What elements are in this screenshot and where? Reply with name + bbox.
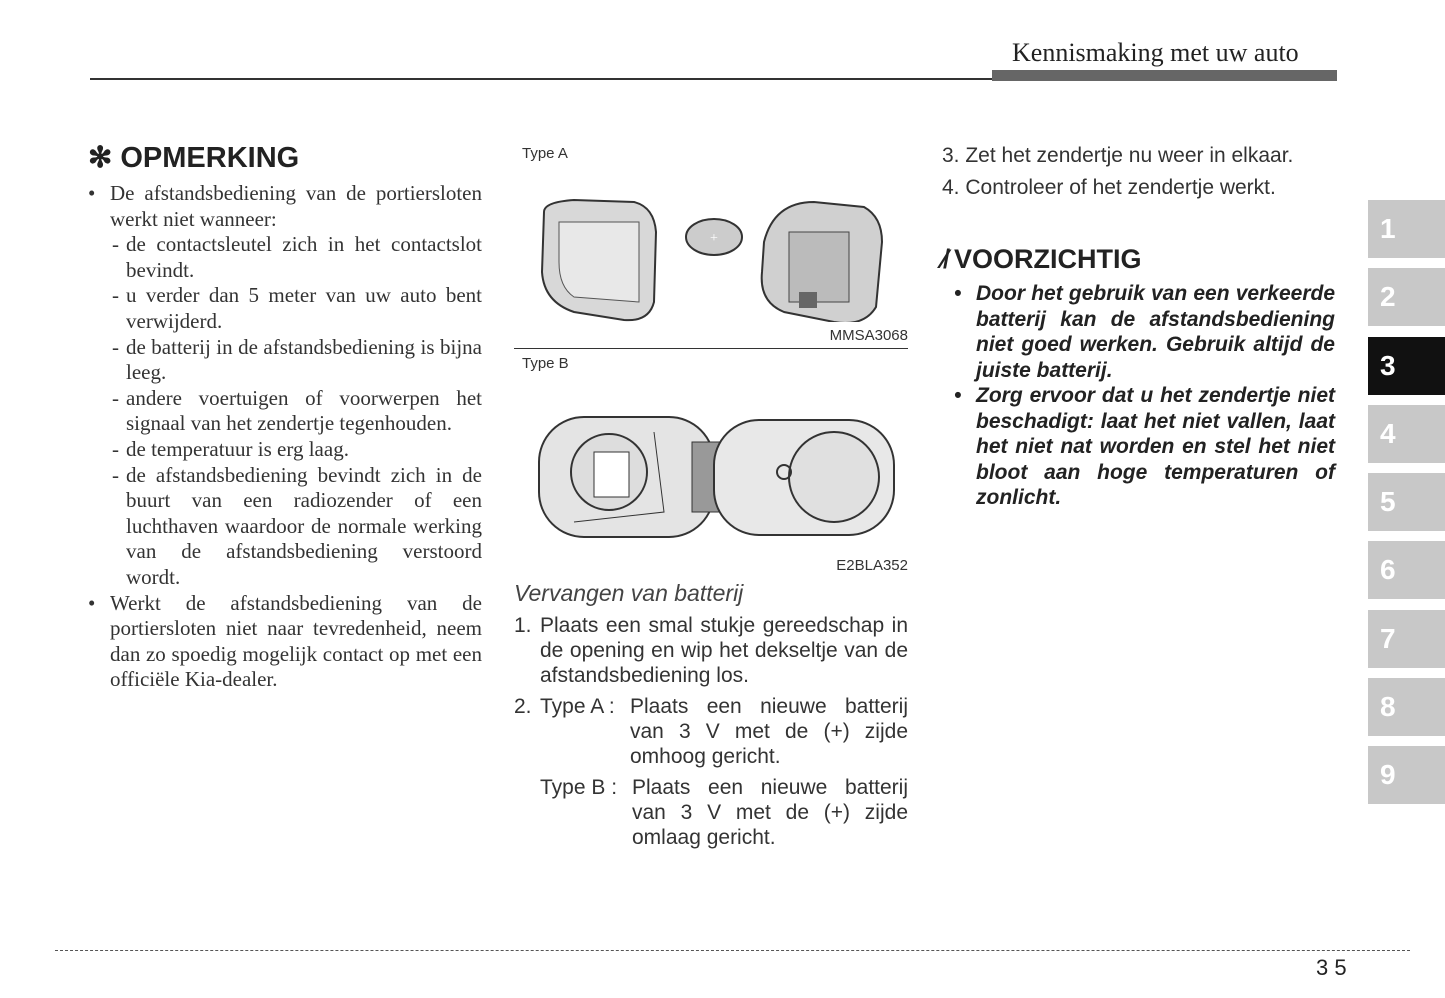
figure-code: MMSA3068 [829,327,908,344]
chapter-tab-5[interactable]: 5 [1368,473,1445,531]
step-text: Plaats een nieuwe batterij van 3 V met de (+) zijde omlaag gericht. [632,776,908,849]
step-label: Type A : [540,695,615,718]
figure-label-type-b: Type B [522,355,569,372]
steps-caution-column [942,140,1335,511]
step-2b [514,775,908,850]
chapter-tab-3[interactable]: 3 [1368,337,1445,395]
section-title: Kennismaking met uw auto [1012,38,1299,67]
caution-heading [942,244,1335,275]
caution-item: • Door het gebruik van een verkeerde batterij kan de afstandsbediening niet goed werken. Gebruik altijd de juiste batterij. [954,281,1335,383]
battery-column [514,145,908,850]
note-item: - andere voertuigen of voorwerpen het signaal van het zendertje tegenhouden. [88,386,482,437]
chapter-tab-9[interactable]: 9 [1368,746,1445,804]
chapter-tab-2[interactable]: 2 [1368,268,1445,326]
note-title: ✻ OPMERKING [88,142,300,174]
step-1 [514,613,908,688]
note-item: - de afstandsbediening bevindt zich in de buurt van een radiozender of een luchthaven waardoor de normale werking van de afstandsbediening verstoord wordt. [88,463,482,591]
step-3: 3. Zet het zendertje nu weer in elkaar. [942,144,1294,167]
step-text: Plaats een smal stukje gereedschap in de opening en wip het dekseltje van de afstandsbediening los. [540,614,908,687]
svg-text:+: + [710,231,718,246]
step-label: Type B : [540,776,618,799]
step-number: 2. [514,695,532,718]
header-rule [90,78,995,80]
note-item: - u verder dan 5 meter van uw auto bent verwijderd. [88,283,482,334]
page-number: 3 5 [1316,955,1347,980]
battery-title: Vervangen van batterij [514,580,744,606]
note-item: - de temperatuur is erg laag. [88,437,482,463]
figure-label-type-a: Type A [522,145,568,162]
chapter-tab-6[interactable]: 6 [1368,541,1445,599]
header-bar [992,70,1337,81]
chapter-tab-8[interactable]: 8 [1368,678,1445,736]
step-2a [514,694,908,769]
note-item: - de batterij in de afstandsbediening is bijna leeg. [88,335,482,386]
type-a-key-illustration [514,162,908,322]
chapter-tab-1[interactable]: 1 [1368,200,1445,258]
note-bullet: • Werkt de afstandsbediening van de portiersloten niet naar tevredenheid, neem dan zo spoedig mogelijk contact op met een officiële Kia-dealer. [88,591,482,693]
step-number: 1. [514,614,532,637]
footer-rule [55,950,1410,951]
note-bullet: • De afstandsbediening van de portiersloten werkt niet wanneer: [88,181,482,232]
type-b-key-illustration [514,372,908,552]
caution-icon: ⁄̸ [942,244,955,274]
caution-title: VOORZICHTIG [954,244,1142,274]
step-text: Plaats een nieuwe batterij van 3 V met de (+) zijde omhoog gericht. [630,695,908,768]
note-column [88,140,482,693]
step-4: 4. Controleer of het zendertje werkt. [942,176,1276,199]
chapter-tab-4[interactable]: 4 [1368,405,1445,463]
caution-item: • Zorg ervoor dat u het zendertje niet beschadigt: laat het niet vallen, laat het niet nat worden en stel het niet bloot aan hoge temperaturen of zonlicht. [954,383,1335,511]
note-item: - de contactsleutel zich in het contactslot bevindt. [88,232,482,283]
chapter-tab-7[interactable]: 7 [1368,610,1445,668]
figure-code: E2BLA352 [836,557,908,574]
